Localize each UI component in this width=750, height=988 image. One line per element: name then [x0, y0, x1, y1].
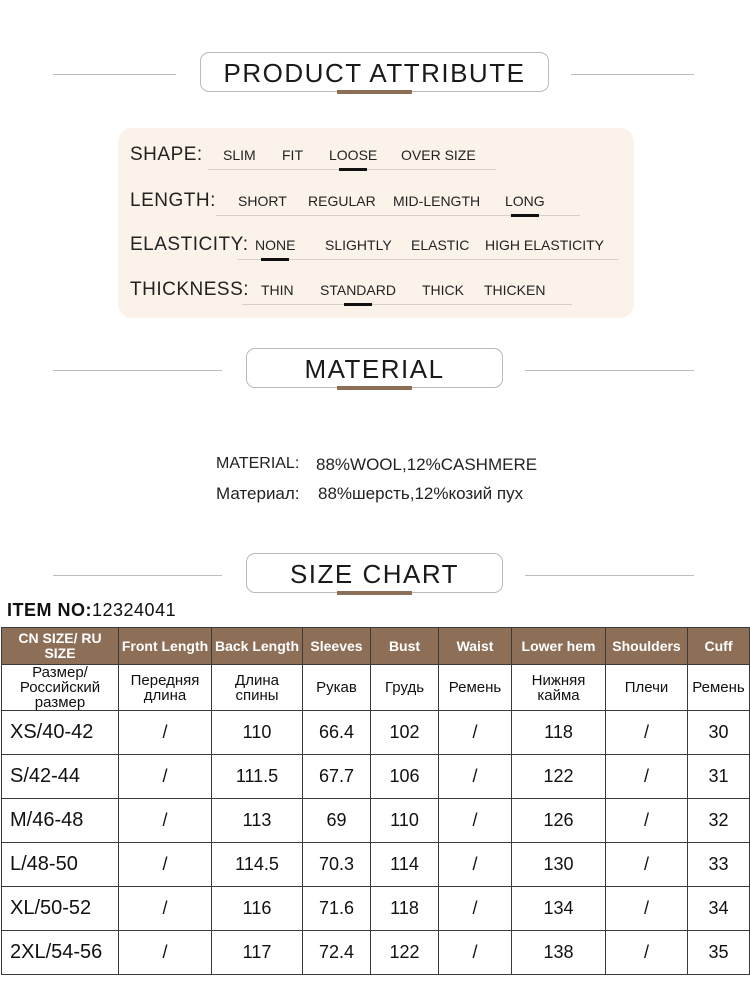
cell: /	[439, 711, 512, 755]
cell-size: L/48-50	[2, 843, 119, 887]
cell: 113	[212, 799, 303, 843]
header-shoulders: Shoulders	[606, 628, 688, 665]
material-label-en: MATERIAL:	[216, 455, 300, 472]
cell: /	[439, 755, 512, 799]
section-title: SIZE CHART	[246, 553, 503, 593]
cell: 66.4	[303, 711, 371, 755]
option-slightly: SLIGHTLY	[325, 237, 392, 253]
material-value-ru: 88%шерсть,12%козий пух	[318, 484, 524, 503]
option-over-size: OVER SIZE	[401, 147, 476, 163]
cell: 138	[512, 931, 606, 975]
attribute-label: THICKNESS:	[130, 279, 250, 300]
option-high-elasticity: HIGH ELASTICITY	[485, 237, 605, 253]
ru-header-bust: Грудь	[371, 665, 439, 711]
size-chart-table	[1, 627, 750, 975]
cell: 71.6	[303, 887, 371, 931]
cell: 122	[512, 755, 606, 799]
option-none-selected: NONE	[255, 237, 296, 253]
option-thicken: THICKEN	[484, 282, 546, 298]
ru-header-back-length: Длина спины	[212, 665, 303, 711]
ru-header-size: Размер/ Российский размер	[2, 665, 119, 711]
header-front-length: Front Length	[119, 628, 212, 665]
ru-header-waist: Ремень	[439, 665, 512, 711]
cell: 34	[688, 887, 750, 931]
cell: /	[439, 931, 512, 975]
cell: /	[119, 887, 212, 931]
cell-size: XL/50-52	[2, 887, 119, 931]
cell-size: 2XL/54-56	[2, 931, 119, 975]
option-regular: REGULAR	[308, 193, 376, 209]
cell: /	[606, 711, 688, 755]
cell: /	[606, 755, 688, 799]
cell: 31	[688, 755, 750, 799]
attribute-underline	[242, 304, 572, 305]
ru-header-front-length: Передняя длина	[119, 665, 212, 711]
divider-right	[571, 74, 694, 75]
option-mid-length: MID-LENGTH	[393, 193, 481, 209]
cell: 122	[371, 931, 439, 975]
cell-size: M/46-48	[2, 799, 119, 843]
table-row	[2, 931, 750, 975]
section-title: PRODUCT ATTRIBUTE	[200, 52, 549, 92]
attribute-row-length	[118, 184, 634, 214]
divider-right	[525, 575, 694, 576]
option-thin: THIN	[261, 282, 294, 298]
cell: /	[439, 887, 512, 931]
table-header-row	[2, 628, 750, 665]
table-row	[2, 843, 750, 887]
divider-left	[53, 74, 176, 75]
header-cn-size: CN SIZE/ RU SIZE	[2, 628, 119, 665]
option-loose-selected: LOOSE	[329, 147, 378, 163]
cell-size: XS/40-42	[2, 711, 119, 755]
cell: /	[606, 931, 688, 975]
product-attribute-header	[0, 52, 750, 98]
header-bust: Bust	[371, 628, 439, 665]
cell: 32	[688, 799, 750, 843]
attribute-row-elasticity	[118, 228, 634, 258]
cell: 117	[212, 931, 303, 975]
cell: /	[606, 887, 688, 931]
material-value-en: 88%WOOL,12%CASHMERE	[316, 455, 538, 474]
cell: 33	[688, 843, 750, 887]
cell: /	[119, 711, 212, 755]
cell: /	[606, 843, 688, 887]
option-slim: SLIM	[223, 147, 256, 163]
table-row	[2, 799, 750, 843]
table-row	[2, 711, 750, 755]
ru-header-shoulders: Плечи	[606, 665, 688, 711]
cell: 72.4	[303, 931, 371, 975]
attribute-label: SHAPE:	[130, 144, 203, 165]
attribute-row-thickness	[118, 273, 634, 303]
option-fit: FIT	[282, 147, 303, 163]
attribute-row-shape	[118, 138, 634, 168]
ru-header-lower-hem: Нижняя кайма	[512, 665, 606, 711]
cell: 110	[212, 711, 303, 755]
title-accent	[337, 90, 412, 94]
attribute-panel	[118, 128, 634, 318]
cell: 67.7	[303, 755, 371, 799]
cell: 69	[303, 799, 371, 843]
cell: 118	[371, 887, 439, 931]
ru-header-cuff: Ремень	[688, 665, 750, 711]
title-accent	[337, 386, 412, 390]
item-number-value: 12324041	[92, 600, 177, 620]
ru-header-sleeves: Рукав	[303, 665, 371, 711]
table-row	[2, 887, 750, 931]
cell: 116	[212, 887, 303, 931]
header-waist: Waist	[439, 628, 512, 665]
item-number-label: ITEM NO:	[7, 600, 92, 620]
attribute-label: ELASTICITY:	[130, 234, 249, 255]
attribute-underline	[238, 259, 618, 260]
cell: 110	[371, 799, 439, 843]
header-cuff: Cuff	[688, 628, 750, 665]
option-long-selected: LONG	[505, 193, 545, 209]
option-short: SHORT	[238, 193, 287, 209]
cell: /	[439, 843, 512, 887]
material-header	[0, 348, 750, 394]
cell: 114	[371, 843, 439, 887]
cell: 130	[512, 843, 606, 887]
material-label-ru: Материал:	[216, 484, 300, 503]
header-lower-hem: Lower hem	[512, 628, 606, 665]
option-standard-selected: STANDARD	[320, 282, 396, 298]
cell: /	[119, 843, 212, 887]
cell: 35	[688, 931, 750, 975]
option-elastic: ELASTIC	[411, 237, 470, 253]
cell: 111.5	[212, 755, 303, 799]
option-thick: THICK	[422, 282, 464, 298]
title-accent	[337, 591, 412, 595]
cell: 106	[371, 755, 439, 799]
cell: 134	[512, 887, 606, 931]
cell: 114.5	[212, 843, 303, 887]
cell-size: S/42-44	[2, 755, 119, 799]
divider-left	[53, 370, 222, 371]
cell: 118	[512, 711, 606, 755]
attribute-label: LENGTH:	[130, 190, 216, 211]
item-number	[7, 600, 176, 621]
cell: 102	[371, 711, 439, 755]
size-chart-header	[0, 553, 750, 599]
cell: /	[119, 755, 212, 799]
header-back-length: Back Length	[212, 628, 303, 665]
cell: 70.3	[303, 843, 371, 887]
cell: /	[119, 799, 212, 843]
section-title: MATERIAL	[246, 348, 503, 388]
table-row	[2, 755, 750, 799]
cell: 126	[512, 799, 606, 843]
cell: /	[439, 799, 512, 843]
header-sleeves: Sleeves	[303, 628, 371, 665]
cell: /	[606, 799, 688, 843]
cell: /	[119, 931, 212, 975]
table-ru-header-row	[2, 665, 750, 711]
cell: 30	[688, 711, 750, 755]
divider-left	[53, 575, 222, 576]
divider-right	[525, 370, 694, 371]
